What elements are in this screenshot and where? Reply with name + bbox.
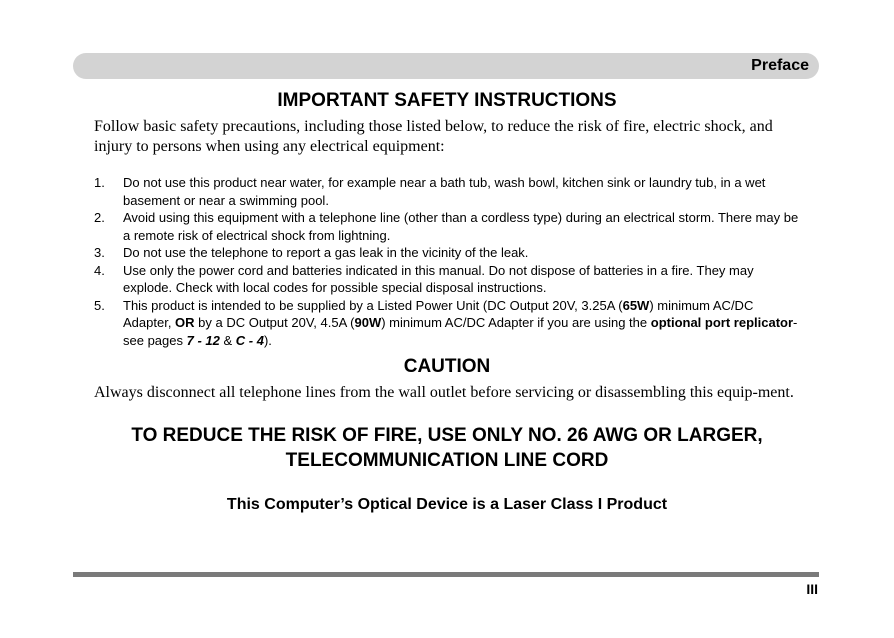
page-reference: C - 4 <box>235 332 264 348</box>
list-item-number: 3. <box>94 245 105 260</box>
list-item-text <box>123 298 797 348</box>
text-run: - see pages <box>123 315 798 348</box>
list-item-number: 5. <box>94 297 105 313</box>
fire-risk-line-2: TELECOMMUNICATION LINE CORD <box>285 450 609 471</box>
text-run: ). <box>263 332 272 348</box>
page-number: III <box>806 581 818 597</box>
main-title: IMPORTANT SAFETY INSTRUCTIONS <box>277 90 617 111</box>
page-reference: 7 - 12 <box>186 332 220 348</box>
header-bar <box>73 53 819 79</box>
text-run: by a DC Output 20V, 4.5A ( <box>194 315 355 330</box>
wattage-90w: 90W <box>354 315 382 330</box>
header-section-label: Preface <box>751 57 809 74</box>
list-item-number: 2. <box>94 210 105 225</box>
list-item-number: 1. <box>94 175 105 190</box>
laser-class-notice: This Computer’s Optical Device is a Laser Class I Product <box>226 496 668 513</box>
list-item-text: Do not use the telephone to report a gas leak in the vicinity of the leak. <box>123 245 529 260</box>
or-emphasis: OR <box>175 315 195 330</box>
list-item <box>94 262 800 297</box>
optional-port-replicator: optional port replicator <box>650 315 794 330</box>
list-item-text: Do not use this product near water, for example near a bath tub, wash bowl, kitchen sink or laundry tub, in a wet basement or near a swimming pool. <box>123 175 766 208</box>
list-item <box>94 209 800 244</box>
page-content <box>94 88 800 516</box>
list-item-text: Use only the power cord and batteries indicated in this manual. Do not dispose of batteries in a fire. They may explode. Check with local codes for possible special disposal instructions. <box>123 262 754 295</box>
list-item-number: 4. <box>94 262 105 278</box>
fire-risk-line-1: TO REDUCE THE RISK OF FIRE, USE ONLY NO. 26 AWG OR LARGER, <box>131 425 763 446</box>
list-item <box>94 174 800 209</box>
wattage-65w: 65W <box>622 297 650 313</box>
list-item <box>94 297 800 350</box>
text-run: ) minimum AC/DC Adapter if you are using the <box>381 315 651 330</box>
text-run: This product is intended to be supplied by a Listed Power Unit (DC Output 20V, 3.25A ( <box>123 297 623 313</box>
intro-paragraph: Follow basic safety precautions, including those listed below, to reduce the risk of fire, electric shock, and injury to persons when using any electrical equipment: <box>94 118 773 155</box>
text-run: ) minimum AC/DC Adapter, <box>123 297 754 330</box>
safety-instructions-list <box>94 174 800 349</box>
list-item-text: Avoid using this equipment with a telephone line (other than a cordless type) during an electrical storm. There may be a remote risk of electrical shock from lightning. <box>123 210 799 243</box>
caution-text: Always disconnect all telephone lines from the wall outlet before servicing or disassembling this equip-ment. <box>94 384 794 401</box>
text-run: & <box>219 332 236 348</box>
caution-heading: CAUTION <box>403 356 491 377</box>
footer-bar <box>73 572 819 577</box>
fire-risk-warning <box>94 423 800 473</box>
list-item <box>94 244 800 262</box>
